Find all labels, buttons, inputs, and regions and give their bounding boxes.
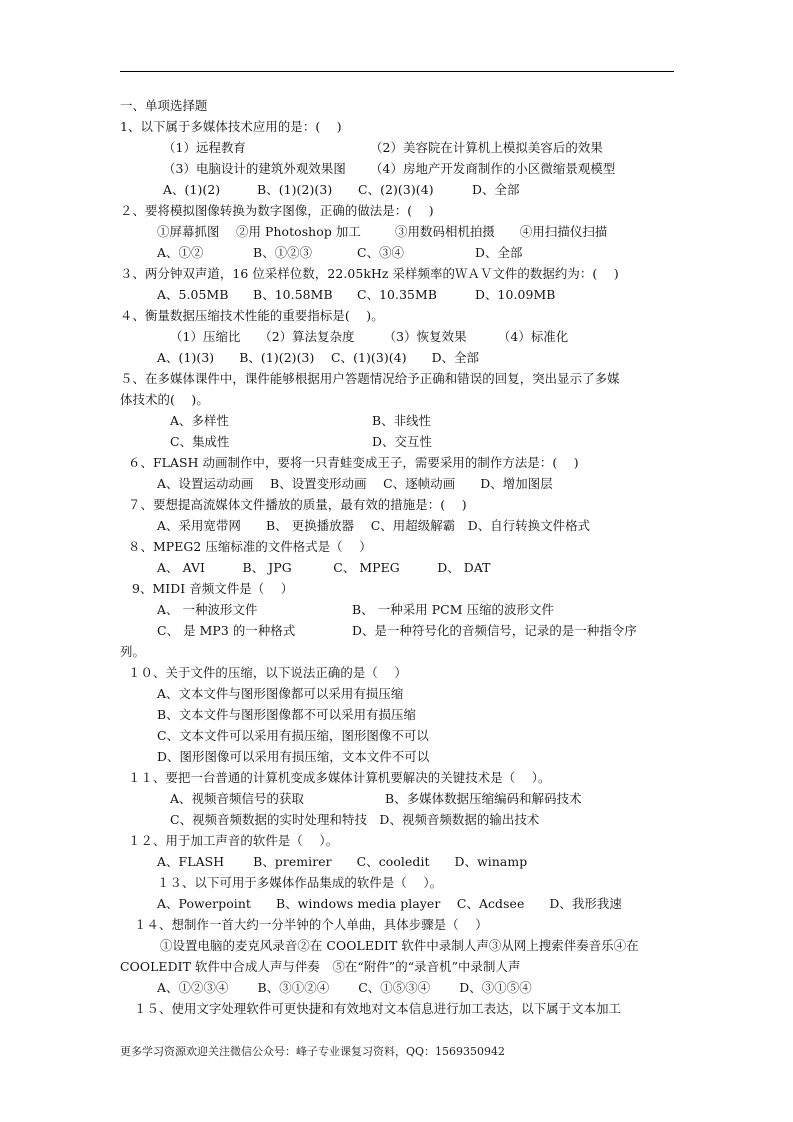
text-line: ５、在多媒体课件中，课件能够根据用户答题情况给予正确和错误的回复，突出显示了多媒: [120, 371, 620, 386]
text-line: A、文本文件与图形图像都可以采用有损压缩: [157, 686, 404, 701]
text-line: 1、以下属于多媒体技术应用的是：( ): [120, 119, 342, 134]
text-line: D、图形图像可以采用有损压缩，文本文件不可以: [157, 749, 430, 764]
text-line: １５、使用文字处理软件可更快捷和有效地对文本信息进行加工表达，以下属于文本加工: [134, 1001, 622, 1016]
text-line: A、①②③④ B、③①②④ C、①⑤③④ D、③①⑤④: [157, 980, 532, 995]
text-line: C、 是 MP3 的一种格式: [157, 623, 296, 638]
text-line: A、多样性: [170, 413, 230, 428]
text-line: C、集成性: [170, 434, 230, 449]
text-line: D、全部: [475, 245, 523, 260]
text-line: 9、MIDI 音频文件是（ ）: [132, 581, 294, 596]
text-line: ６、FLASH 动画制作中，要将一只青蛙变成王子，需要采用的制作方法是：( ): [128, 455, 579, 470]
text-line: A、设置运动动画 B、设置变形动画 C、逐帧动画 D、增加图层: [157, 476, 553, 491]
text-line: B、①②③: [253, 245, 313, 260]
text-line: D、全部: [472, 182, 520, 197]
text-line: B、 一种采用 PCM 压缩的波形文件: [352, 602, 555, 617]
text-line: １１、要把一台普通的计算机变成多媒体计算机要解决的关键技术是（ ）。: [128, 770, 551, 785]
text-line: B、文本文件与图形图像都不可以采用有损压缩: [157, 707, 417, 722]
text-line: B、10.58MB: [253, 287, 333, 302]
text-line: （4）房地产开发商制作的小区微缩景观模型: [370, 161, 616, 176]
text-line: （1）远程教育: [163, 140, 246, 155]
text-line: COOLEDIT 软件中合成人声与伴奏 ⑤在“附件”的“录音机”中录制人声: [120, 959, 521, 974]
text-line: （1）压缩比 （2）算法复杂度 （3）恢复效果 （4）标准化: [170, 329, 569, 344]
text-line: B、(1)(2)(3): [257, 182, 333, 197]
text-line: C、③④: [357, 245, 405, 260]
text-line: A、Powerpoint B、windows media player C、Acdsee D、我形我速: [157, 896, 622, 911]
text-line: D、是一种符号化的音频信号，记录的是一种指令序: [352, 623, 637, 638]
text-line: C、文本文件可以采用有损压缩，图形图像不可以: [157, 728, 429, 743]
text-line: A、 AVI B、 JPG C、 MPEG D、 DAT: [157, 560, 491, 575]
text-line: ③用数码相机拍摄 ④用扫描仪扫描: [395, 224, 608, 239]
text-line: ①设置电脑的麦克风录音②在 COOLEDIT 软件中录制人声③从网上搜索伴奏音乐④在: [160, 938, 639, 953]
text-line: ４、衡量数据压缩技术性能的重要指标是( )。: [120, 308, 384, 323]
text-line: D、10.09MB: [475, 287, 556, 302]
text-line: D、交互性: [372, 434, 432, 449]
text-line: A、(1)(2): [163, 182, 221, 197]
text-line: C、(2)(3)(4): [358, 182, 434, 197]
text-line: ３、两分钟双声道，16 位采样位数，22.05kHz 采样频率的ＷＡＶ文件的数据约为：( ): [120, 266, 619, 281]
text-line: １３、以下可用于多媒体作品集成的软件是（ ）。: [157, 875, 443, 890]
text-line: 列。: [120, 644, 145, 659]
page-footer: 更多学习资源欢迎关注微信公众号：峰子专业课复习资料，QQ：1569350942: [120, 1045, 506, 1058]
text-line: B、多媒体数据压缩编码和解码技术: [385, 791, 582, 806]
header-rule: [120, 71, 674, 72]
text-line: A、5.05MB: [157, 287, 229, 302]
text-line: A、①②: [157, 245, 204, 260]
text-line: 体技术的( )。: [120, 392, 209, 407]
text-line: ２、要将模拟图像转换为数字图像，正确的做法是：( ): [120, 203, 434, 218]
text-line: （2）美容院在计算机上模拟美容后的效果: [370, 140, 603, 155]
text-line: A、FLASH B、premirer C、cooledit D、winamp: [157, 854, 528, 869]
text-line: ①屏幕抓图 ②用 Photoshop 加工: [157, 224, 361, 239]
section-title: 一、单项选择题: [120, 98, 208, 113]
text-line: A、采用宽带网 B、 更换播放器 C、用超级解霸 D、自行转换文件格式: [157, 518, 591, 533]
text-line: （3）电脑设计的建筑外观效果图: [163, 161, 346, 176]
text-line: C、视频音频数据的实时处理和特技 D、视频音频数据的输出技术: [170, 812, 540, 827]
text-line: B、非线性: [372, 413, 432, 428]
text-line: １０、关于文件的压缩，以下说法正确的是（ ）: [128, 665, 407, 680]
text-line: １２、用于加工声音的软件是（ ）。: [128, 833, 339, 848]
text-line: A、视频音频信号的获取: [170, 791, 304, 806]
text-line: A、 一种波形文件: [157, 602, 258, 617]
text-line: １４、想制作一首大约一分半钟的个人单曲，具体步骤是（ ）: [134, 917, 488, 932]
text-line: ７、要想提高流媒体文件播放的质量，最有效的措施是：( ): [128, 497, 467, 512]
text-line: ８、MPEG2 压缩标准的文件格式是（ ）: [128, 539, 372, 554]
text-line: A、(1)(3) B、(1)(2)(3) C、(1)(3)(4) D、全部: [157, 350, 480, 365]
text-line: C、10.35MB: [357, 287, 438, 302]
